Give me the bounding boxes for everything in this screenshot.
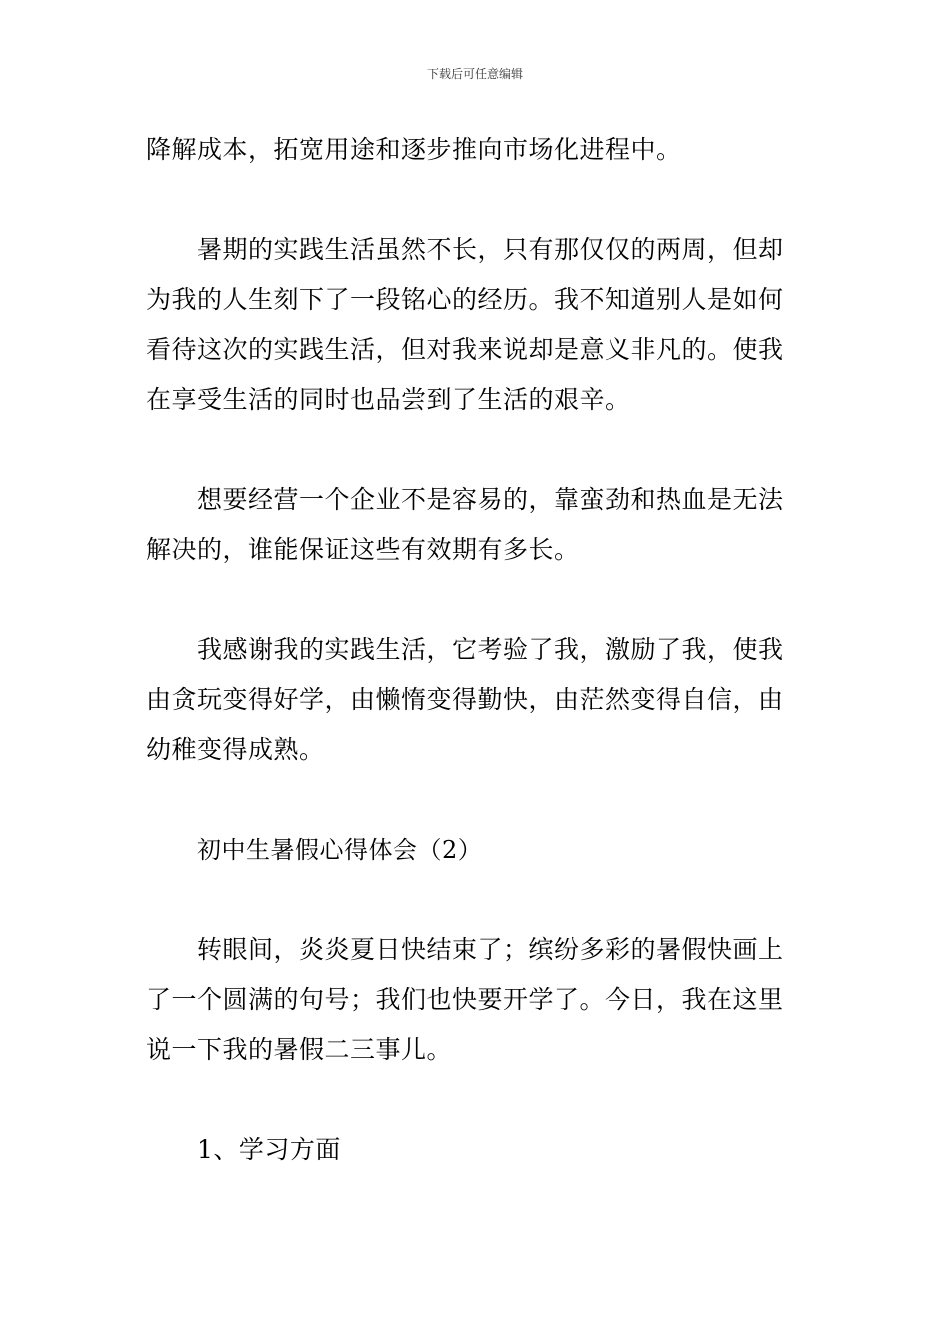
paragraph-gap — [146, 425, 808, 475]
paragraph-gratitude: 我感谢我的实践生活，它考验了我，激励了我，使我由贪玩变得好学，由懒惰变得勤快，由茫然变得自信，由幼稚变得成熟。 — [146, 635, 784, 764]
paragraph-gap — [146, 575, 808, 625]
paragraph-continuation: 降解成本，拓宽用途和逐步推向市场化进程中。 — [146, 135, 682, 164]
header-note: 下载后可任意编辑 — [426, 67, 523, 81]
list-item-study: 1、学习方面 — [197, 1135, 341, 1164]
paragraph-gap — [146, 875, 808, 925]
paragraph-gap — [146, 175, 808, 225]
section-heading: 初中生暑假心得体会（2） — [197, 836, 483, 864]
paragraph-summer-end: 转眼间，炎炎夏日快结束了；缤纷多彩的暑假快画上了一个圆满的句号；我们也快要开学了。今日，我在这里说一下我的暑假二三事儿。 — [146, 935, 784, 1064]
paragraph-practice-life: 暑期的实践生活虽然不长，只有那仅仅的两周，但却为我的人生刻下了一段铭心的经历。我不知道别人是如何看待这次的实践生活，但对我来说却是意义非凡的。使我在享受生活的同时也品尝到了生活的艰辛。 — [146, 235, 784, 414]
paragraph-gap — [146, 1075, 808, 1125]
paragraph-business: 想要经营一个企业不是容易的，靠蛮劲和热血是无法解决的，谁能保证这些有效期有多长。 — [146, 485, 784, 564]
document-body — [146, 125, 808, 1175]
paragraph-gap — [146, 775, 808, 825]
